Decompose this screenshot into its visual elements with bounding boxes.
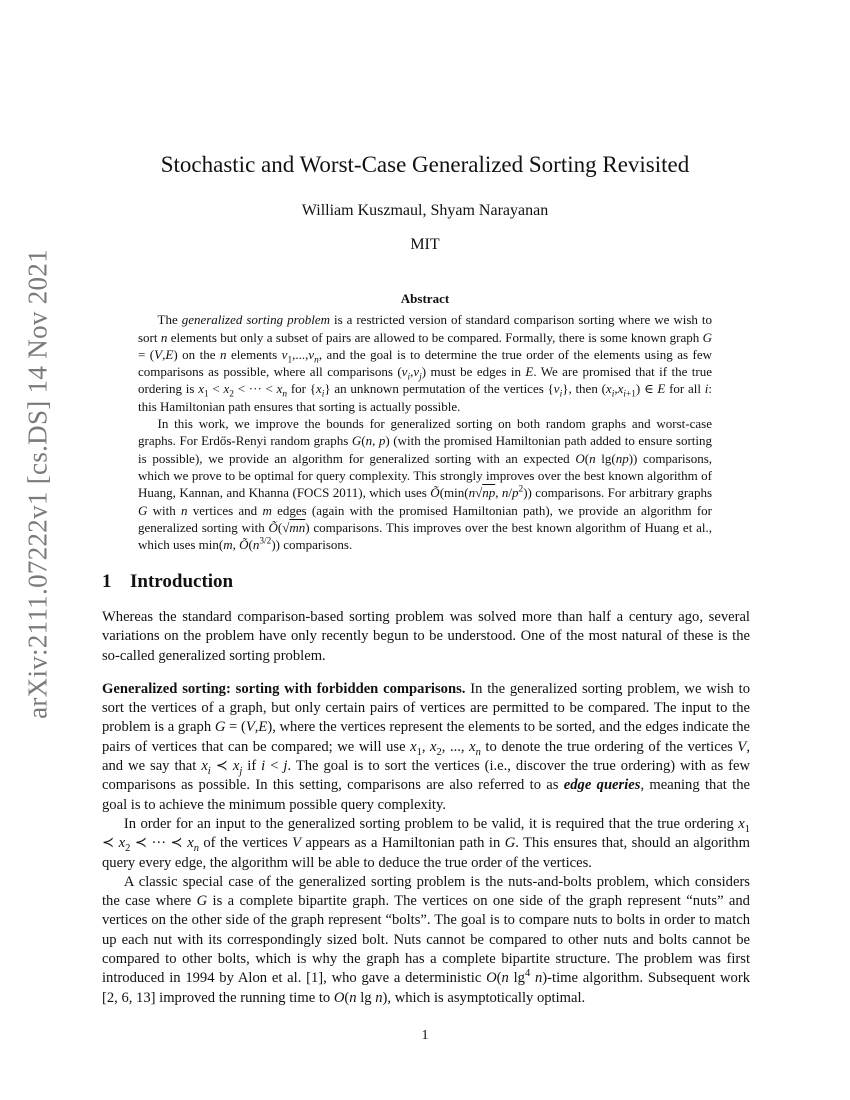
section-heading-introduction: 1 Introduction	[102, 571, 234, 592]
intro-paragraph-2: Generalized sorting: sorting with forbidden comparisons. In the generalized sorting problem, we wish to sort the vertices of a graph, but only certain pairs of vertices are permitted to be compared. The input to the problem is a graph G = (V,E), where the vertices represent the elements to be sorted, and the edges indicate the pairs of vertices that can be compared; we will use $x_1$, $x_2$, ..., $x_n$ to denote the true ordering of the vertices V, and we say that $x_i$ ≺ $x_j$ if i < j. The goal is to sort the vertices (i.e., discover the true ordering) with as few comparisons as possible. In this setting, comparisons are also referred to as edge queries, meaning that the goal is to achieve the minimum possible query complexity.	[102, 680, 750, 813]
page-number: 1	[421, 1028, 429, 1043]
paper-affiliation: MIT	[410, 236, 440, 253]
intro-paragraph-3: In order for an input to the generalized sorting problem to be valid, it is required that the true ordering $x_1$ ≺ $x_2$ ≺ ··· ≺ $x_n$ of the vertices V appears as a Hamiltonian path in G. This ensures that, should an algorithm query every edge, the algorithm will be able to deduce the true order of the vertices.	[102, 815, 750, 871]
body-text	[102, 608, 750, 1008]
abstract-heading: Abstract	[400, 291, 450, 306]
paper-title: Stochastic and Worst-Case Generalized Sorting Revisited	[160, 152, 690, 177]
abstract-block	[138, 290, 712, 553]
arxiv-identifier-stamp	[18, 249, 58, 719]
abstract-paragraph-2: In this work, we improve the bounds for generalized sorting on both random graphs and worst-case graphs. For Erdős-Renyi random graphs G(n, p) (with the promised Hamiltonian path added to ensure sorting is possible), we provide an algorithm for generalized sorting with an expected O(n lg(np)) comparisons, which we prove to be optimal for query complexity. This strongly improves over the best known algorithm of Huang, Kannan, and Khanna (FOCS 2011), which uses Õ(min(n√np, $n/p^2$)) comparisons. For arbitrary graphs G with n vertices and m edges (again with the promised Hamiltonian path), we provide an algorithm for generalized sorting with Õ(√mn) comparisons. This improves over the best known algorithm of Huang et al., which uses min(m, $Õ(n^{3/2})$) comparisons.	[138, 416, 713, 553]
intro-paragraph-1: Whereas the standard comparison-based sorting problem was solved more than half a century ago, several variations on the problem have only recently begun to be understood. One of the most natural of these is the so-called generalized sorting problem.	[102, 609, 750, 664]
arxiv-identifier-text: arXiv:2111.07222v1 [cs.DS] 14 Nov 2021	[22, 249, 53, 719]
intro-paragraph-4: A classic special case of the generalized sorting problem is the nuts-and-bolts problem, which considers the case where G is a complete bipartite graph. The vertices on one side of the graph represent “nuts” and vertices on the other side of the graph represent “bolts”. The goal is to compare nuts to bolts in order to match up each nut with its correspondingly sized bolt. Nuts cannot be compared to other nuts and bolts cannot be compared to other bolts, which is why the graph has a complete bipartite structure. The problem was first introduced in 1994 by Alon et al. [1], who gave a deterministic O(n $\lg^4$ n)-time algorithm. Subsequent work [2, 6, 13] improved the running time to O(n lg n), which is asymptotically optimal.	[102, 873, 751, 1006]
abstract-paragraph-1: The generalized sorting problem is a restricted version of standard comparison sorting where we wish to sort n elements but only a subset of pairs are allowed to be compared. Formally, there is some known graph G = (V,E) on the n elements $v_1,...,v_n$, and the goal is to determine the true order of the elements using as few comparisons as possible, where all comparisons $(v_i,v_j)$ must be edges in E. We are promised that if the true ordering is $x_1 < x_2$ < ··· < $x_n$ for $\{x_i\}$ an unknown permutation of the vertices $\{v_i\}$, then $(x_i,x_{i+1})$ ∈ E for all i: this Hamiltonian path ensures that sorting is actually possible.	[138, 312, 713, 414]
paper-authors: William Kuszmaul, Shyam Narayanan	[301, 202, 549, 219]
